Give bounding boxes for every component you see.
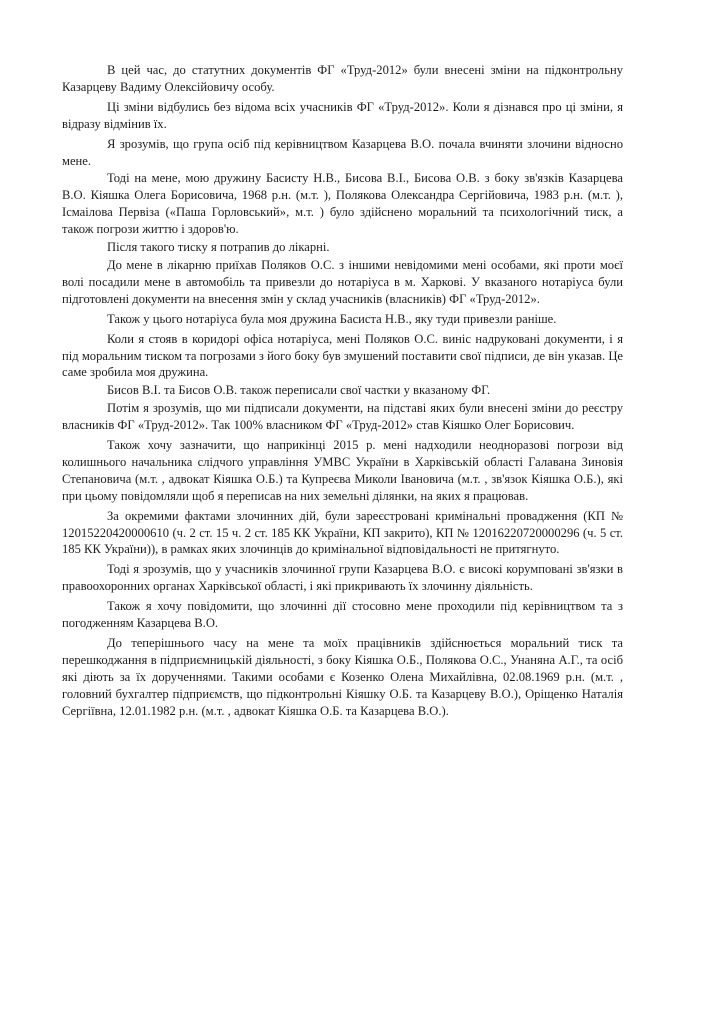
paragraph: Потім я зрозумів, що ми підписали документи, на підставі яких були внесені зміни до реєстру власників ФГ «Труд-2012». Так 100% власником ФГ «Труд-2012» став Кіяшко Олег Борисович. (62, 401, 623, 433)
paragraph: Ці зміни відбулись без відома всіх учасників ФГ «Труд-2012». Коли я дізнався про ці зміни, я відразу відмінив їх. (62, 99, 623, 131)
paragraph: До теперішнього часу на мене та моїх працівників здійснюється моральний тиск та перешкоджання в підприємницькій діяльності, з боку Кіяшка О.Б., Полякова О.С., Унаняна А.Г., та осіб які діють за їх дорученнями. Такими особами є Козенко Олена Михайлівна, 02.08.1969 р.н. (м.т. , головний бухгалтер підприємств, що підконтрольні Кіяшку О.Б. та Казарцеву В.О.), Оріщенко Наталія Сергіївна, 12.01.1982 р.н. (м.т. , адвокат Кіяшка О.Б. та Казарцева В.О.). (62, 636, 623, 718)
paragraph: За окремими фактами злочинних дій, були зареєстровані кримінальні провадження (КП № 12015220420000610 (ч. 2 ст. 15 ч. 2 ст. 185 КК України, КП закрито), КП № 12016220720000296 (ч. 5 ст. 185 КК України)), в рамках яких злочинців до кримінальної відповідальності не притягнуто. (62, 508, 623, 557)
document-page (62, 62, 623, 720)
paragraph: Я зрозумів, що група осіб під керівництвом Казарцева В.О. почала вчиняти злочини відносно мене. (62, 136, 623, 168)
paragraph: Після такого тиску я потрапив до лікарні. (107, 240, 330, 255)
paragraph: В цей час, до статутних документів ФГ «Труд-2012» були внесені зміни на підконтрольну Казарцеву Вадиму Олексійовичу особу. (62, 63, 623, 94)
paragraph: До мене в лікарню приїхав Поляков О.С. з іншими невідомими мені особами, які проти моєї волі посадили мене в автомобіль та привезли до нотаріуса в м. Харкові. У вказаного нотаріуса були підготовлені документи на внесення змін у склад учасників (власників) ФГ «Труд-2012». (62, 257, 623, 306)
paragraph: Коли я стояв в коридорі офіса нотаріуса, мені Поляков О.С. виніс надруковані документи, і я під моральним тиском та погрозами з його боку був змушений поставити свої підписи, де він указав. Це саме зробила моя дружина. (62, 331, 623, 380)
paragraph: Тоді на мене, мою дружину Басисту Н.В., Бисова В.І., Бисова О.В. з боку зв'язків Казарцева В.О. Кіяшка Олега Борисовича, 1968 р.н. (м.т. ), Полякова Олександра Сергійовича, 1983 р.н. (м.т. ), Ісмаілова Первіза («Паша Горловський», м.т. ) було здійснено моральний та психологічний тиск, а також погрози життю і здоров'ю. (62, 171, 623, 237)
paragraph: Бисов В.І. та Бисов О.В. також переписали свої частки у вказаному ФГ. (107, 383, 491, 398)
paragraph: Тоді я зрозумів, що у учасників злочинної групи Казарцева В.О. є високі корумповані зв'язки в правоохоронних органах Харківської області, і які прикривають їх злочинну діяльність. (62, 562, 623, 594)
paragraph: Також у цього нотаріуса була моя дружина Басиста Н.В., яку туди привезли раніше. (107, 311, 557, 326)
paragraph: Також я хочу повідомити, що злочинні дії стосовно мене проходили під керівництвом та з погодженням Казарцева В.О. (62, 599, 623, 631)
paragraph: Також хочу зазначити, що наприкінці 2015 р. мені надходили неодноразові погрози від колишнього начальника слідчого управління УМВС України в Харківській області Галавана Зиновія Степановича (м.т. , адвокат Кіяшка О.Б.) та Купреєва Миколи Івановича (м.т. , зв'язок Кіяшка О.Б.), які при цьому повідомляли щоб я переписав на них земельні ділянки, на яких я працював. (62, 438, 623, 503)
